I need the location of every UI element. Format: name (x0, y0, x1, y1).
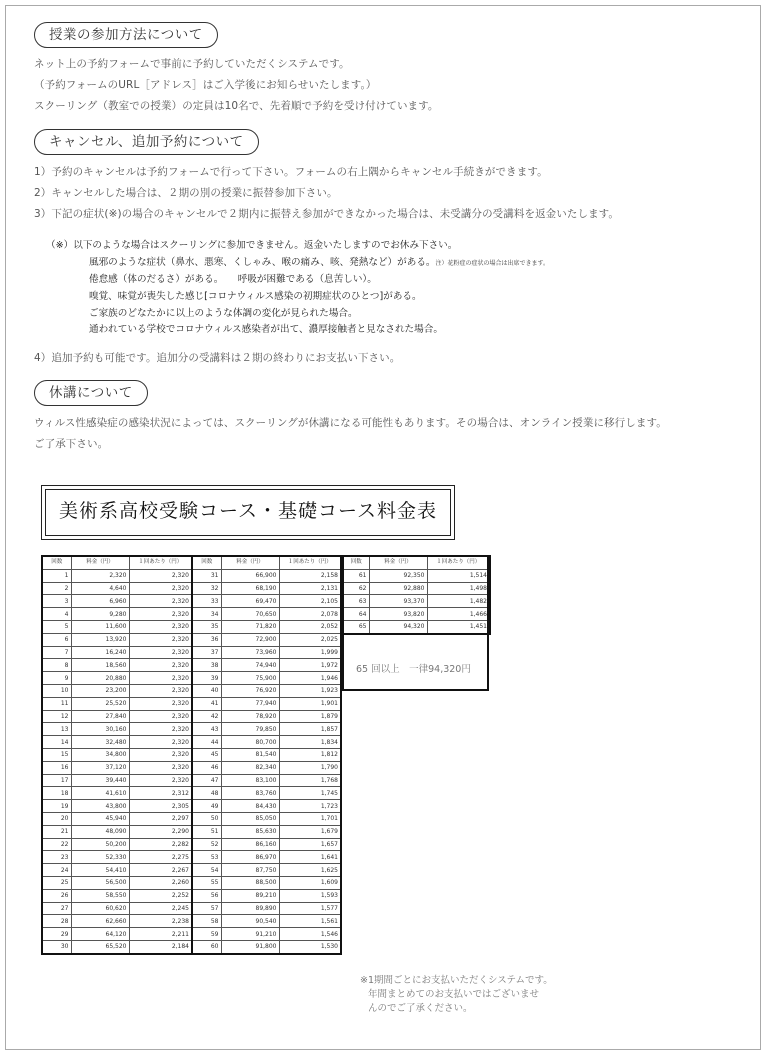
total-fee: 78,920 (221, 710, 279, 723)
per-session-fee: 1,593 (279, 889, 341, 902)
session-count: 51 (192, 825, 221, 838)
session-count: 65 (343, 620, 369, 633)
session-count: 40 (192, 684, 221, 697)
per-session-fee: 2,320 (129, 646, 192, 659)
total-fee: 6,960 (71, 595, 129, 608)
per-session-fee: 2,267 (129, 864, 192, 877)
total-fee: 65,520 (71, 940, 129, 953)
total-fee: 93,820 (369, 608, 427, 621)
session-count: 3 (42, 595, 71, 608)
session-count: 52 (192, 838, 221, 851)
section-heading-participation: 授業の参加方法について (34, 22, 218, 48)
per-session-fee: 2,297 (129, 812, 192, 825)
total-fee: 45,940 (71, 812, 129, 825)
total-fee: 11,600 (71, 620, 129, 633)
class-cancel-line-2: ご了承下さい。 (34, 438, 109, 450)
session-count: 38 (192, 659, 221, 672)
table-row (42, 787, 341, 800)
session-count: 55 (192, 876, 221, 889)
per-session-fee: 1,546 (279, 928, 341, 941)
total-fee: 27,840 (71, 710, 129, 723)
total-fee: 39,440 (71, 774, 129, 787)
per-session-fee: 1,561 (279, 915, 341, 928)
total-fee: 81,540 (221, 748, 279, 761)
session-count: 44 (192, 736, 221, 749)
total-fee: 73,960 (221, 646, 279, 659)
per-session-fee: 2,320 (129, 582, 192, 595)
session-count: 42 (192, 710, 221, 723)
per-session-fee: 1,812 (279, 748, 341, 761)
per-session-fee: 1,625 (279, 864, 341, 877)
header-fee: 料金（円） (221, 556, 279, 569)
session-count: 35 (192, 620, 221, 633)
total-fee: 30,160 (71, 723, 129, 736)
session-count: 6 (42, 633, 71, 646)
table-row (42, 684, 341, 697)
per-session-fee: 1,657 (279, 838, 341, 851)
total-fee: 41,610 (71, 787, 129, 800)
session-count: 29 (42, 928, 71, 941)
session-count: 41 (192, 697, 221, 710)
total-fee: 92,350 (369, 569, 427, 582)
fee-table-title: 美術系高校受験コース・基礎コース料金表 (58, 500, 438, 522)
per-session-fee: 1,999 (279, 646, 341, 659)
total-fee: 85,630 (221, 825, 279, 838)
header-fee: 料金（円） (369, 556, 427, 569)
total-fee: 13,920 (71, 633, 129, 646)
session-count: 46 (192, 761, 221, 774)
session-count: 61 (343, 569, 369, 582)
table-row (42, 761, 341, 774)
symptom-note-2: 倦怠感（体のだるさ）がある。 呼吸が困難である（息苦しい）。 (89, 274, 377, 285)
table-row (42, 723, 341, 736)
session-count: 24 (42, 864, 71, 877)
per-session-fee: 1,451 (427, 620, 490, 633)
table-row (42, 620, 341, 633)
per-session-fee: 1,514 (427, 569, 490, 582)
per-session-fee: 2,290 (129, 825, 192, 838)
total-fee: 91,210 (221, 928, 279, 941)
header-per-session: １回あたり（円） (427, 556, 490, 569)
total-fee: 93,370 (369, 595, 427, 608)
per-session-fee: 2,184 (129, 940, 192, 953)
session-count: 62 (343, 582, 369, 595)
per-session-fee: 2,320 (129, 620, 192, 633)
total-fee: 66,900 (221, 569, 279, 582)
total-fee: 58,550 (71, 889, 129, 902)
symptom-note-1: 風邪のような症状（鼻水、悪寒、くしゃみ、喉の痛み、咳、発熱など）がある。注）花粉症の症状の場合は出席できます。 (89, 257, 550, 268)
header-per-session: １回あたり（円） (129, 556, 192, 569)
total-fee: 77,940 (221, 697, 279, 710)
total-fee: 54,410 (71, 864, 129, 877)
per-session-fee: 2,320 (129, 684, 192, 697)
participation-line-1: ネット上の予約フォームで事前に予約していただくシステムです。 (34, 58, 350, 70)
header-count: 回数 (42, 556, 71, 569)
total-fee: 86,970 (221, 851, 279, 864)
table-row (42, 876, 341, 889)
per-session-fee: 1,923 (279, 684, 341, 697)
session-count: 7 (42, 646, 71, 659)
session-count: 11 (42, 697, 71, 710)
table-row (42, 608, 341, 621)
per-session-fee: 2,320 (129, 672, 192, 685)
section-heading-class-cancel: 休講について (34, 380, 148, 406)
session-count: 56 (192, 889, 221, 902)
per-session-fee: 2,025 (279, 633, 341, 646)
per-session-fee: 2,320 (129, 659, 192, 672)
session-count: 30 (42, 940, 71, 953)
table-row (42, 800, 341, 813)
per-session-fee: 2,320 (129, 761, 192, 774)
per-session-fee: 2,105 (279, 595, 341, 608)
over-65-note: 65 回以上 一律94,320円 (356, 664, 471, 675)
table-row (42, 697, 341, 710)
table-header-row (42, 556, 341, 569)
session-count: 5 (42, 620, 71, 633)
per-session-fee: 1,641 (279, 851, 341, 864)
class-cancel-line-1: ウィルス性感染症の感染状況によっては、スクーリングが休講になる可能性もあります。その場合は、オンライン授業に移行します。 (34, 417, 667, 429)
per-session-fee: 2,275 (129, 851, 192, 864)
cancellation-line-4: 4）追加予約も可能です。追加分の受講料は２期の終わりにお支払い下さい。 (34, 352, 401, 364)
symptom-note-5: 通われている学校でコロナウィルス感染者が出て、濃厚接触者と見なされた場合。 (89, 324, 443, 335)
session-count: 48 (192, 787, 221, 800)
session-count: 10 (42, 684, 71, 697)
header-fee: 料金（円） (71, 556, 129, 569)
per-session-fee: 2,320 (129, 697, 192, 710)
per-session-fee: 2,245 (129, 902, 192, 915)
total-fee: 69,470 (221, 595, 279, 608)
total-fee: 70,650 (221, 608, 279, 621)
session-count: 32 (192, 582, 221, 595)
symptom-note-3: 嗅覚、味覚が喪失した感じ[コロナウィルス感染の初期症状のひとつ]がある。 (89, 291, 422, 302)
header-per-session: １回あたり（円） (279, 556, 341, 569)
per-session-fee: 1,723 (279, 800, 341, 813)
per-session-fee: 1,857 (279, 723, 341, 736)
total-fee: 86,160 (221, 838, 279, 851)
session-count: 43 (192, 723, 221, 736)
session-count: 39 (192, 672, 221, 685)
per-session-fee: 1,879 (279, 710, 341, 723)
session-count: 17 (42, 774, 71, 787)
table-row (42, 582, 341, 595)
table-row (42, 736, 341, 749)
total-fee: 84,430 (221, 800, 279, 813)
session-count: 16 (42, 761, 71, 774)
total-fee: 76,920 (221, 684, 279, 697)
session-count: 1 (42, 569, 71, 582)
total-fee: 83,760 (221, 787, 279, 800)
total-fee: 87,750 (221, 864, 279, 877)
per-session-fee: 1,466 (427, 608, 490, 621)
session-count: 22 (42, 838, 71, 851)
table-row (42, 889, 341, 902)
table-row (42, 774, 341, 787)
per-session-fee: 2,320 (129, 633, 192, 646)
total-fee: 32,480 (71, 736, 129, 749)
per-session-fee: 2,320 (129, 569, 192, 582)
symptom-note-4: ご家族のどなたかに以上のような体調の変化が見られた場合。 (89, 308, 358, 319)
total-fee: 80,700 (221, 736, 279, 749)
table-row (42, 646, 341, 659)
per-session-fee: 2,320 (129, 723, 192, 736)
per-session-fee: 2,131 (279, 582, 341, 595)
session-count: 63 (343, 595, 369, 608)
table-row (42, 710, 341, 723)
fee-table-title-box (41, 485, 455, 540)
table-row (42, 633, 341, 646)
per-session-fee: 1,530 (279, 940, 341, 953)
cancellation-line-1: 1）予約のキャンセルは予約フォームで行って下さい。フォームの右上隅からキャンセル手続きができます。 (34, 166, 548, 178)
total-fee: 52,330 (71, 851, 129, 864)
per-session-fee: 2,078 (279, 608, 341, 621)
per-session-fee: 1,972 (279, 659, 341, 672)
symptom-note-intro: （※）以下のような場合はスクーリングに参加できません。返金いたしますのでお休み下さい。 (46, 240, 458, 251)
per-session-fee: 2,320 (129, 710, 192, 723)
cancellation-line-2: 2）キャンセルした場合は、２期の別の授業に振替参加下さい。 (34, 187, 338, 199)
session-count: 14 (42, 736, 71, 749)
session-count: 8 (42, 659, 71, 672)
per-session-fee: 1,834 (279, 736, 341, 749)
total-fee: 92,880 (369, 582, 427, 595)
total-fee: 20,880 (71, 672, 129, 685)
table-row (42, 748, 341, 761)
session-count: 54 (192, 864, 221, 877)
total-fee: 43,800 (71, 800, 129, 813)
session-count: 60 (192, 940, 221, 953)
per-session-fee: 2,320 (129, 736, 192, 749)
session-count: 27 (42, 902, 71, 915)
total-fee: 62,660 (71, 915, 129, 928)
session-count: 20 (42, 812, 71, 825)
total-fee: 82,340 (221, 761, 279, 774)
session-count: 57 (192, 902, 221, 915)
per-session-fee: 1,679 (279, 825, 341, 838)
session-count: 26 (42, 889, 71, 902)
session-count: 9 (42, 672, 71, 685)
total-fee: 60,620 (71, 902, 129, 915)
total-fee: 16,240 (71, 646, 129, 659)
cancellation-line-3: 3）下記の症状(※)の場合のキャンセルで２期内に振替え参加ができなかった場合は、未受講分の受講料を返金いたします。 (34, 208, 620, 220)
total-fee: 90,540 (221, 915, 279, 928)
per-session-fee: 1,498 (427, 582, 490, 595)
total-fee: 74,940 (221, 659, 279, 672)
session-count: 49 (192, 800, 221, 813)
total-fee: 79,850 (221, 723, 279, 736)
per-session-fee: 2,320 (129, 595, 192, 608)
session-count: 47 (192, 774, 221, 787)
session-count: 36 (192, 633, 221, 646)
session-count: 28 (42, 915, 71, 928)
table-row (42, 851, 341, 864)
session-count: 25 (42, 876, 71, 889)
session-count: 50 (192, 812, 221, 825)
per-session-fee: 2,252 (129, 889, 192, 902)
table-row (42, 595, 341, 608)
per-session-fee: 1,790 (279, 761, 341, 774)
session-count: 45 (192, 748, 221, 761)
per-session-fee: 1,577 (279, 902, 341, 915)
total-fee: 94,320 (369, 620, 427, 633)
table-row (42, 812, 341, 825)
per-session-fee: 2,305 (129, 800, 192, 813)
footnote-line-3: んのでご了承ください。 (368, 1003, 473, 1014)
per-session-fee: 2,052 (279, 620, 341, 633)
total-fee: 64,120 (71, 928, 129, 941)
session-count: 34 (192, 608, 221, 621)
participation-line-3: スクーリング（教室での授業）の定員は10名で、先着順で予約を受け付けています。 (34, 100, 439, 112)
total-fee: 68,190 (221, 582, 279, 595)
session-count: 4 (42, 608, 71, 621)
total-fee: 18,560 (71, 659, 129, 672)
session-count: 18 (42, 787, 71, 800)
session-count: 15 (42, 748, 71, 761)
session-count: 58 (192, 915, 221, 928)
total-fee: 75,900 (221, 672, 279, 685)
total-fee: 4,640 (71, 582, 129, 595)
participation-line-2: （予約フォームのURL［アドレス］はご入学後にお知らせいたします。） (34, 79, 377, 91)
session-count: 53 (192, 851, 221, 864)
per-session-fee: 1,901 (279, 697, 341, 710)
total-fee: 89,890 (221, 902, 279, 915)
table-row (42, 825, 341, 838)
footnote-line-2: 年間まとめてのお支払いではございませ (368, 989, 540, 1000)
session-count: 21 (42, 825, 71, 838)
session-count: 37 (192, 646, 221, 659)
session-count: 19 (42, 800, 71, 813)
per-session-fee: 2,320 (129, 748, 192, 761)
header-count: 回数 (192, 556, 221, 569)
total-fee: 23,200 (71, 684, 129, 697)
per-session-fee: 2,158 (279, 569, 341, 582)
total-fee: 89,210 (221, 889, 279, 902)
table-row (42, 659, 341, 672)
session-count: 23 (42, 851, 71, 864)
per-session-fee: 1,609 (279, 876, 341, 889)
total-fee: 71,820 (221, 620, 279, 633)
session-count: 59 (192, 928, 221, 941)
per-session-fee: 1,482 (427, 595, 490, 608)
total-fee: 34,800 (71, 748, 129, 761)
footnote-line-1: ※1期間ごとにお支払いただくシステムです。 (360, 975, 553, 986)
total-fee: 56,500 (71, 876, 129, 889)
per-session-fee: 2,312 (129, 787, 192, 800)
table-row (42, 672, 341, 685)
total-fee: 48,090 (71, 825, 129, 838)
total-fee: 83,100 (221, 774, 279, 787)
per-session-fee: 1,701 (279, 812, 341, 825)
per-session-fee: 1,768 (279, 774, 341, 787)
total-fee: 50,200 (71, 838, 129, 851)
table-row (42, 928, 341, 941)
total-fee: 72,900 (221, 633, 279, 646)
total-fee: 37,120 (71, 761, 129, 774)
header-count: 回数 (343, 556, 369, 569)
total-fee: 91,800 (221, 940, 279, 953)
per-session-fee: 2,320 (129, 608, 192, 621)
table-row (42, 569, 341, 582)
session-count: 12 (42, 710, 71, 723)
fee-table-main (41, 555, 342, 955)
per-session-fee: 2,211 (129, 928, 192, 941)
hay-fever-note: 注）花粉症の症状の場合は出席できます。 (435, 260, 550, 267)
session-count: 13 (42, 723, 71, 736)
table-row (42, 940, 341, 953)
total-fee: 85,050 (221, 812, 279, 825)
per-session-fee: 2,320 (129, 774, 192, 787)
per-session-fee: 2,238 (129, 915, 192, 928)
per-session-fee: 1,745 (279, 787, 341, 800)
section-heading-cancellation: キャンセル、追加予約について (34, 129, 259, 155)
table-row (42, 902, 341, 915)
session-count: 33 (192, 595, 221, 608)
session-count: 31 (192, 569, 221, 582)
table-row (42, 864, 341, 877)
table-row (42, 915, 341, 928)
per-session-fee: 2,260 (129, 876, 192, 889)
session-count: 2 (42, 582, 71, 595)
total-fee: 9,280 (71, 608, 129, 621)
per-session-fee: 1,946 (279, 672, 341, 685)
total-fee: 88,500 (221, 876, 279, 889)
total-fee: 25,520 (71, 697, 129, 710)
session-count: 64 (343, 608, 369, 621)
per-session-fee: 2,282 (129, 838, 192, 851)
table-row (42, 838, 341, 851)
total-fee: 2,320 (71, 569, 129, 582)
